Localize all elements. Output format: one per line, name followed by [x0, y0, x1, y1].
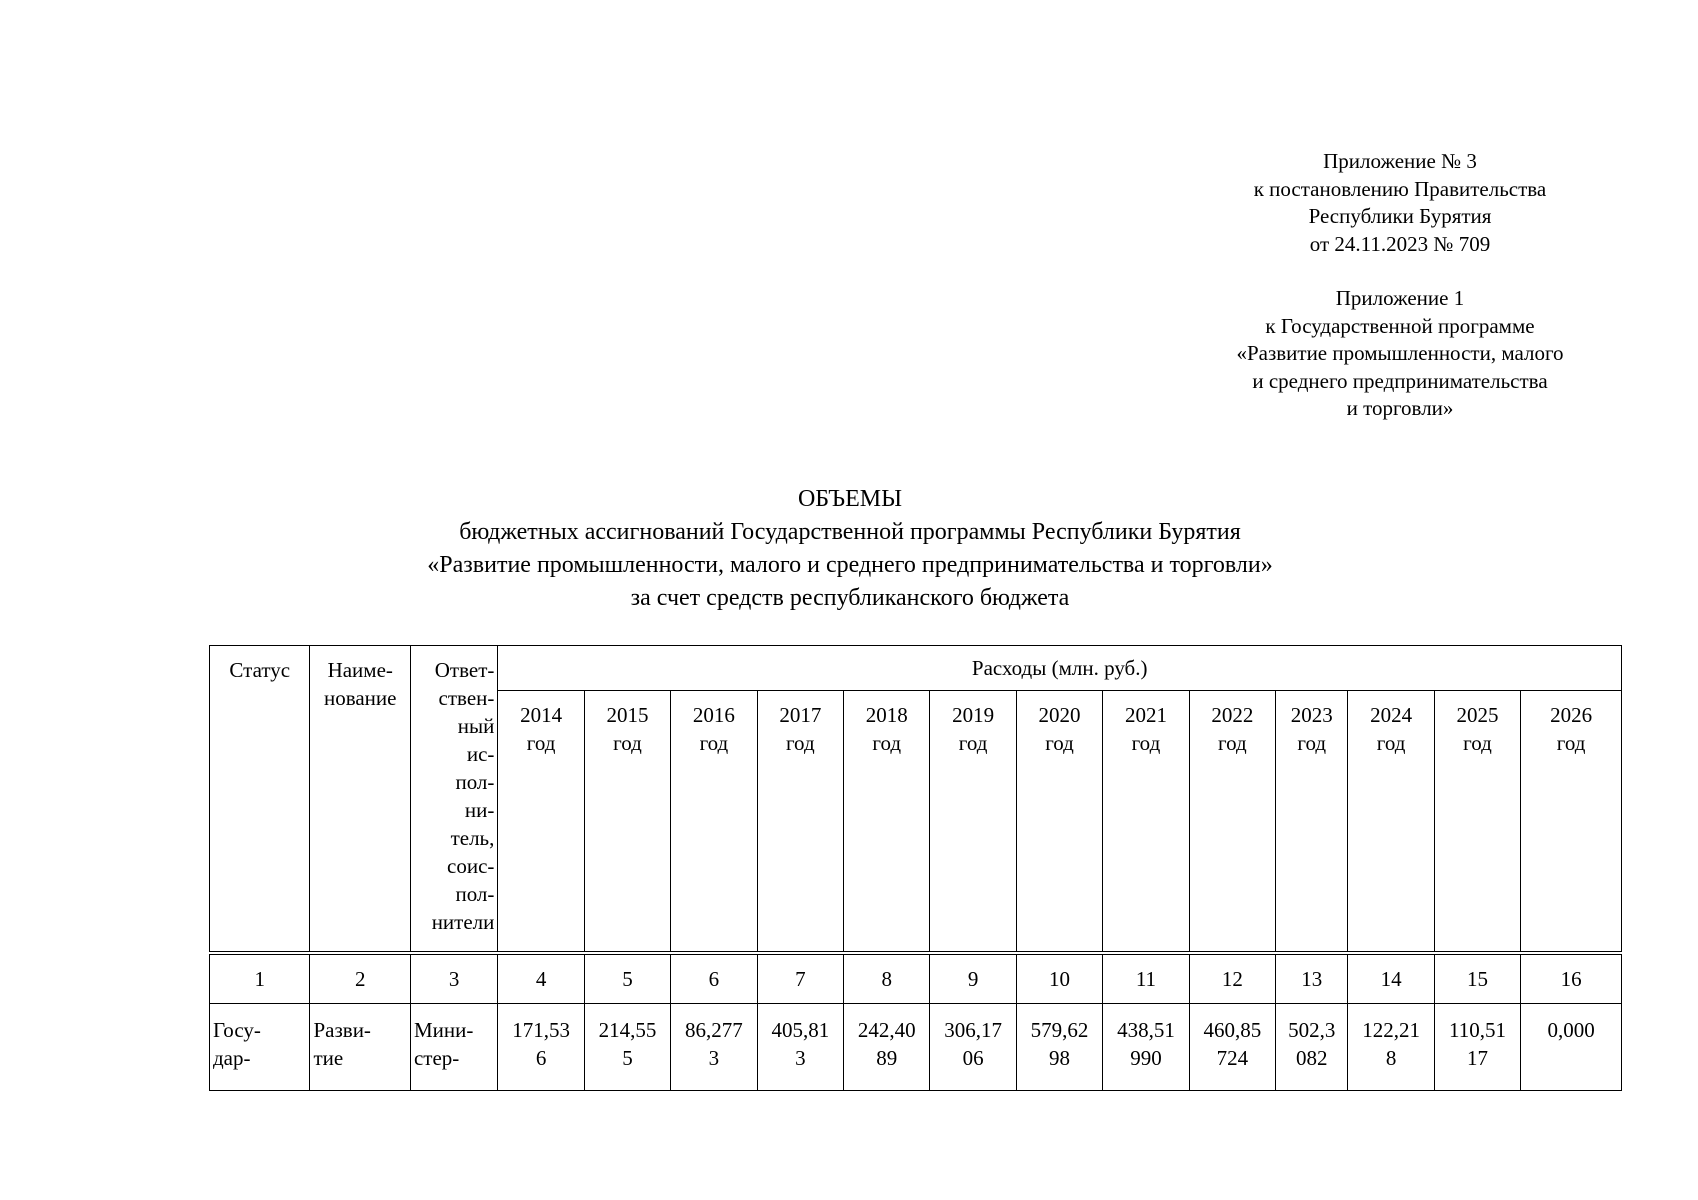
title-line: «Развитие промышленности, малого и среднего предпринимательства и торговли»	[427, 552, 1273, 578]
responsible-cell-line: Мини-	[413, 1018, 474, 1042]
responsible-cell-line: стер-	[413, 1046, 460, 1070]
value-cell-line: 438,51	[1117, 1018, 1175, 1042]
responsible-cell	[410, 1004, 497, 1091]
year-header-line: 2021	[1124, 703, 1167, 727]
annex-line: Приложение 1	[1335, 286, 1465, 310]
year-header-line: год	[613, 731, 642, 755]
value-cell-line: 171,53	[512, 1018, 570, 1042]
value-cell-line: 579,62	[1030, 1018, 1089, 1042]
value-cell-line: 990	[1130, 1046, 1162, 1070]
value-cell-line: 460,85	[1203, 1018, 1262, 1042]
value-cell-line: 110,51	[1449, 1018, 1506, 1042]
annex-block	[1200, 148, 1600, 423]
year-header	[1434, 691, 1520, 954]
column-numbers-row	[210, 953, 1622, 1004]
responsible-header-line: ис-	[466, 742, 495, 766]
value-cell-line: 17	[1467, 1046, 1488, 1070]
value-cell-line: 3	[795, 1046, 806, 1070]
name-cell-line: Разви-	[313, 1018, 371, 1042]
annex-line: к Государственной программе	[1265, 313, 1535, 338]
year-header	[930, 691, 1016, 954]
year-header	[1276, 691, 1348, 954]
responsible-header-line: тель,	[450, 826, 495, 850]
status-header: Статус	[210, 646, 310, 954]
value-cell-line: 122,21	[1362, 1018, 1420, 1042]
value-cell-line: 405,81	[771, 1018, 830, 1042]
responsible-header-line: ный	[457, 714, 495, 738]
value-cell-line: 306,17	[944, 1018, 1002, 1042]
value-cell-line: 86,277	[685, 1018, 743, 1042]
budget-table	[209, 645, 1622, 1091]
column-number: 6	[671, 953, 757, 1004]
responsible-header-line: Ответ-	[434, 658, 495, 682]
document-title	[300, 483, 1400, 615]
year-header-line: год	[1297, 731, 1327, 755]
header-row	[210, 646, 1622, 691]
year-header	[1016, 691, 1102, 954]
column-number: 2	[310, 953, 410, 1004]
responsible-header-line: ни-	[464, 798, 495, 822]
year-header	[1348, 691, 1434, 954]
year-header-line: год	[958, 731, 988, 755]
status-cell	[210, 1004, 310, 1091]
value-cell-line: 502,3	[1288, 1018, 1336, 1042]
year-header-line: 2022	[1211, 703, 1254, 727]
year-header-line: 2018	[865, 703, 908, 727]
responsible-header-line: нители	[431, 910, 495, 934]
value-cell-line: 082	[1295, 1046, 1328, 1070]
value-cell	[584, 1004, 670, 1091]
column-number: 11	[1103, 953, 1189, 1004]
column-number: 8	[844, 953, 930, 1004]
value-cell-line: 89	[876, 1046, 898, 1070]
responsible-header-line: соис-	[447, 854, 495, 878]
column-number: 15	[1434, 953, 1520, 1004]
status-cell-line: Госу-	[213, 1018, 261, 1042]
year-header-line: 2025	[1456, 703, 1499, 727]
responsible-header-line: пол-	[455, 882, 495, 906]
title-line: ОБЪЕМЫ	[797, 486, 903, 512]
year-header-line: 2023	[1290, 703, 1333, 727]
year-header	[498, 691, 584, 954]
year-header	[1189, 691, 1275, 954]
value-cell-line: 242,40	[857, 1018, 916, 1042]
value-cell	[1189, 1004, 1275, 1091]
value-cell	[1348, 1004, 1434, 1091]
title-line: за счет средств республиканского бюджета	[630, 585, 1070, 611]
annex-line: от 24.11.2023 № 709	[1309, 231, 1491, 256]
year-header	[844, 691, 930, 954]
name-header-line: нование	[323, 686, 397, 710]
value-cell	[930, 1004, 1016, 1091]
year-header-line: год	[872, 731, 902, 755]
annex-line: и среднего предпринимательства	[1252, 368, 1548, 393]
column-number: 3	[410, 953, 497, 1004]
year-header-line: год	[1556, 731, 1586, 755]
year-header-line: 2026	[1550, 703, 1593, 727]
table-row	[210, 1004, 1622, 1091]
year-header-line: 2024	[1370, 703, 1413, 727]
annex-line: «Развитие промышленности, малого	[1236, 341, 1564, 365]
value-cell	[1276, 1004, 1348, 1091]
value-cell-line: 724	[1216, 1046, 1249, 1070]
year-header	[671, 691, 757, 954]
year-header	[584, 691, 670, 954]
year-header-line: 2014	[520, 703, 563, 727]
column-number: 5	[584, 953, 670, 1004]
value-cell-line: 5	[622, 1046, 633, 1070]
name-header-line: Наиме-	[327, 658, 393, 682]
column-number: 12	[1189, 953, 1275, 1004]
value-cell	[671, 1004, 757, 1091]
column-number: 7	[757, 953, 843, 1004]
value-cell-line: 0,000	[1547, 1018, 1595, 1042]
year-header-line: год	[526, 731, 556, 755]
value-cell	[498, 1004, 584, 1091]
year-header-line: год	[1218, 731, 1247, 755]
year-header	[1521, 691, 1622, 954]
annex-line: к постановлению Правительства	[1253, 176, 1547, 201]
name-header	[310, 646, 410, 954]
year-header-line: год	[1045, 731, 1074, 755]
responsible-header-line: пол-	[455, 770, 495, 794]
year-header-line: 2017	[779, 703, 822, 727]
annex-line: и торговли»	[1346, 396, 1454, 420]
year-header-line: год	[699, 731, 729, 755]
column-number: 9	[930, 953, 1016, 1004]
column-number: 16	[1521, 953, 1622, 1004]
column-number: 10	[1016, 953, 1102, 1004]
value-cell	[757, 1004, 843, 1091]
year-header-line: 2020	[1038, 703, 1081, 727]
responsible-header	[410, 646, 497, 954]
value-cell-line: 214,55	[598, 1018, 657, 1042]
year-header	[1103, 691, 1189, 954]
name-cell	[310, 1004, 410, 1091]
status-cell-line: дар-	[213, 1046, 251, 1070]
responsible-header-line: ствен-	[438, 686, 495, 710]
year-header-line: 2016	[692, 703, 735, 727]
value-cell-line: 8	[1385, 1046, 1397, 1070]
value-cell-line: 6	[535, 1046, 547, 1070]
annex-line: Приложение № 3	[1323, 149, 1477, 173]
name-cell-line: тие	[313, 1046, 344, 1070]
title-line: бюджетных ассигнований Государственной программы Республики Бурятия	[459, 519, 1241, 545]
year-header-line: год	[785, 731, 815, 755]
value-cell-line: 06	[962, 1046, 984, 1070]
year-header-line: 2019	[952, 703, 995, 727]
annex-line: Республики Бурятия	[1308, 204, 1492, 228]
value-cell	[1521, 1004, 1622, 1091]
column-number: 14	[1348, 953, 1434, 1004]
value-cell	[844, 1004, 930, 1091]
year-header-line: год	[1131, 731, 1161, 755]
year-header-line: год	[1463, 731, 1492, 755]
value-cell	[1103, 1004, 1189, 1091]
year-header-line: год	[1376, 731, 1406, 755]
column-number: 13	[1276, 953, 1348, 1004]
value-cell-line: 3	[708, 1046, 720, 1070]
column-number: 4	[498, 953, 584, 1004]
expenses-header: Расходы (млн. руб.)	[498, 646, 1622, 691]
value-cell	[1016, 1004, 1102, 1091]
value-cell	[1434, 1004, 1520, 1091]
year-header-line: 2015	[606, 703, 649, 727]
year-header	[757, 691, 843, 954]
value-cell-line: 98	[1049, 1046, 1071, 1070]
column-number: 1	[210, 953, 310, 1004]
